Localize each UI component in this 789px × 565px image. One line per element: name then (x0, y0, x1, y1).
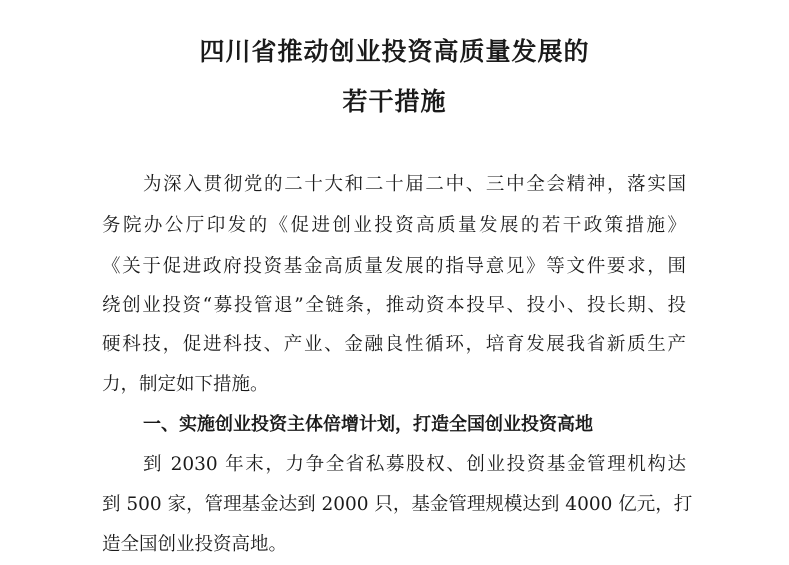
intro-line: 硬科技，促进科技、产业、金融良性循环，培育发展我省新质生产 (102, 334, 686, 355)
intro-line: 为深入贯彻党的二十大和二十届二中、三中全会精神，落实国 (143, 174, 686, 195)
section-heading: 一、实施创业投资主体倍增计划，打造全国创业投资高地 (143, 414, 593, 435)
intro-line: 《关于促进政府投资基金高质量发展的指导意见》等文件要求，围 (102, 256, 686, 277)
document-title-line-1: 四川省推动创业投资高质量发展的 (199, 37, 590, 66)
section-1-line: 到 500 家，管理基金达到 2000 只，基金管理规模达到 4000 亿元，打 (102, 494, 693, 515)
intro-line: 务院办公厅印发的《促进创业投资高质量发展的若干政策措施》 (102, 215, 686, 236)
intro-line: 力，制定如下措施。 (102, 374, 269, 395)
intro-line: 绕创业投资“募投管退”全链条，推动资本投早、投小、投长期、投 (102, 295, 686, 316)
section-1-line: 到 2030 年末，力争全省私募股权、创业投资基金管理机构达 (143, 454, 686, 475)
section-1-line: 造全国创业投资高地。 (102, 534, 288, 555)
document-title-line-2: 若干措施 (342, 87, 447, 116)
